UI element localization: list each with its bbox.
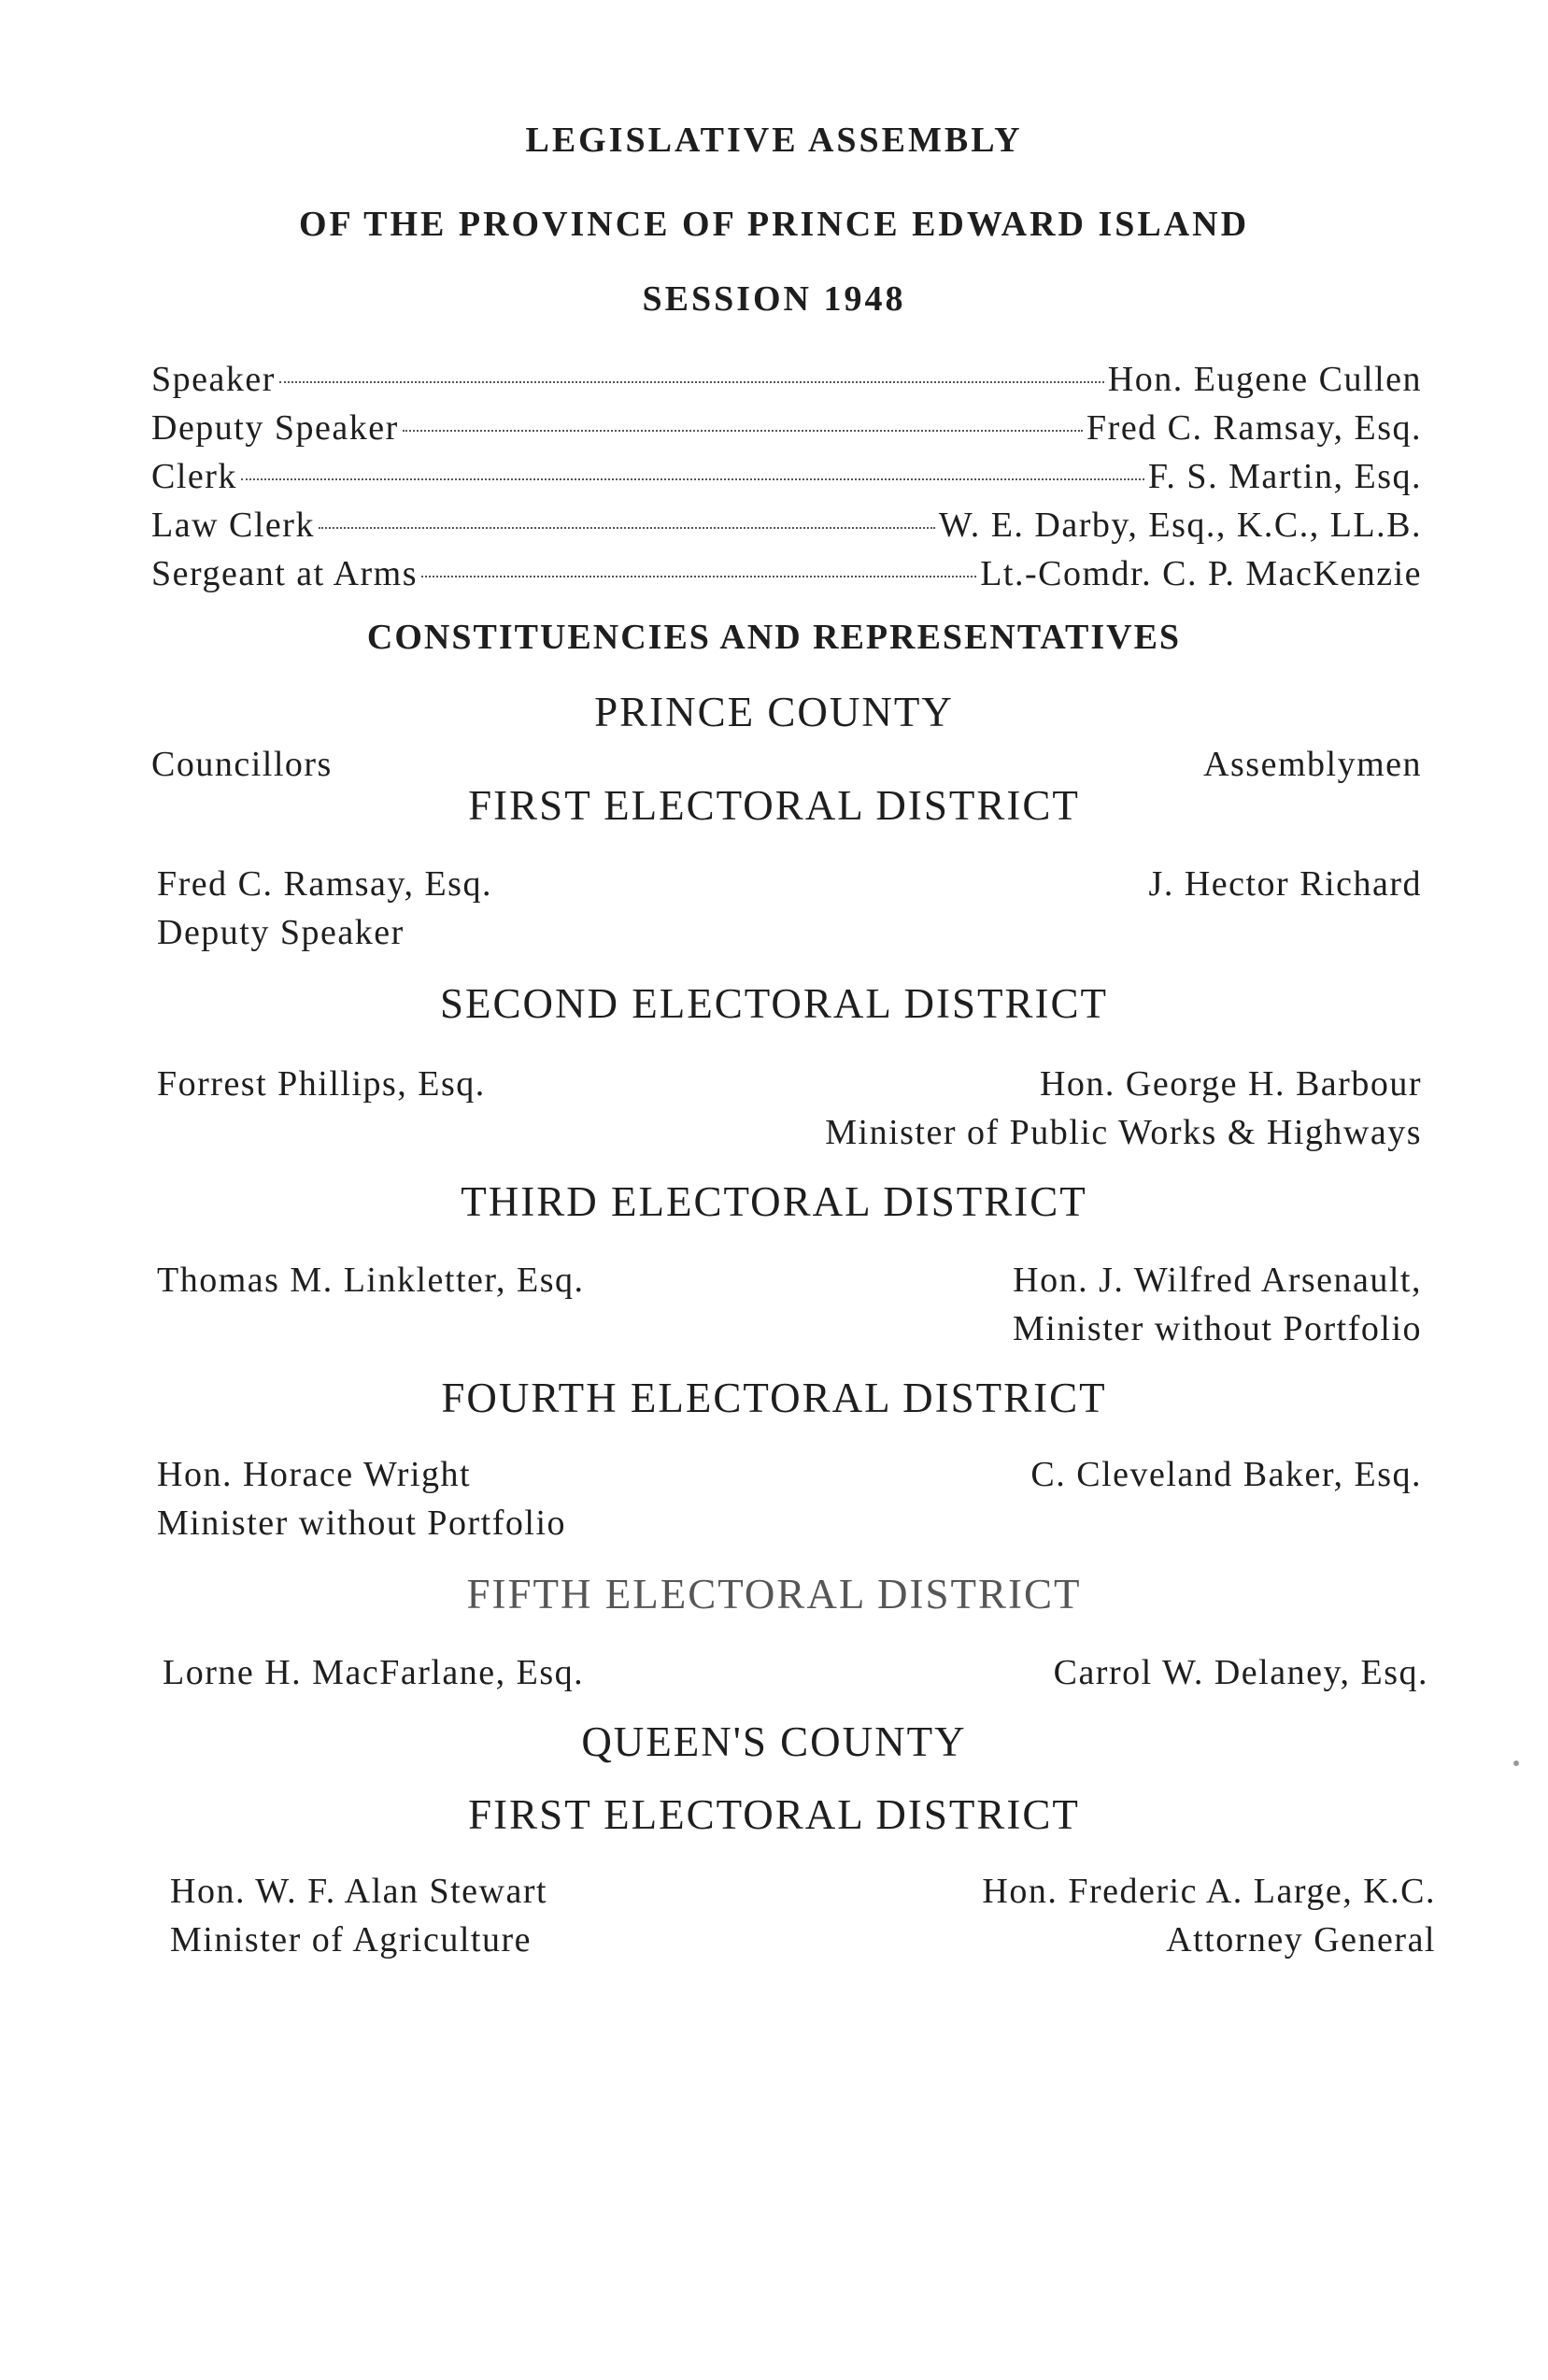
councillor-name: Hon. W. F. Alan Stewart [170, 1872, 548, 1911]
assemblyman-role: Attorney General [1166, 1920, 1436, 1960]
councillor-role: Deputy Speaker [157, 913, 405, 952]
county-heading-queens: QUEEN'S COUNTY [581, 1718, 967, 1765]
column-label-assemblymen: Assemblymen [1203, 745, 1422, 784]
district-heading: FIFTH ELECTORAL DISTRICT [466, 1571, 1082, 1618]
title-line-2: OF THE PROVINCE OF PRINCE EDWARD ISLAND [298, 205, 1250, 244]
district-heading: THIRD ELECTORAL DISTRICT [461, 1178, 1087, 1225]
scan-speck [1513, 1760, 1519, 1766]
title-line-1: LEGISLATIVE ASSEMBLY [525, 121, 1023, 160]
officer-title: Deputy Speaker [151, 408, 399, 448]
assemblyman-name: Carrol W. Delaney, Esq. [1053, 1653, 1428, 1692]
councillor-name: Thomas M. Linkletter, Esq. [157, 1261, 585, 1300]
officer-name: Lt.-Comdr. C. P. MacKenzie [980, 554, 1422, 593]
officer-row-law-clerk [151, 505, 1422, 553]
assemblyman-role: Minister of Public Works & Highways [825, 1113, 1422, 1152]
district-heading: FIRST ELECTORAL DISTRICT [468, 1791, 1080, 1838]
officer-title: Sergeant at Arms [151, 554, 419, 593]
officer-title: Speaker [151, 360, 276, 399]
assemblyman-name: C. Cleveland Baker, Esq. [1030, 1455, 1422, 1494]
officer-row-deputy-speaker [151, 407, 1422, 456]
councillor-name: Forrest Phillips, Esq. [157, 1064, 486, 1104]
district-heading: FOURTH ELECTORAL DISTRICT [441, 1375, 1107, 1421]
assemblyman-name: Hon. Frederic A. Large, K.C. [982, 1872, 1436, 1911]
officer-name: W. E. Darby, Esq., K.C., LL.B. [938, 506, 1422, 545]
dot-leader [241, 478, 1144, 480]
councillor-role: Minister of Agriculture [170, 1920, 532, 1960]
councillor-name: Hon. Horace Wright [157, 1455, 472, 1494]
title-line-3: SESSION 1948 [642, 279, 906, 319]
officer-row-sergeant-at-arms [151, 553, 1422, 602]
district-heading: FIRST ELECTORAL DISTRICT [468, 782, 1080, 829]
dot-leader [279, 381, 1104, 383]
dot-leader [319, 527, 935, 529]
column-label-councillors: Councillors [151, 745, 333, 784]
county-heading-prince: PRINCE COUNTY [594, 689, 954, 735]
officer-name: Hon. Eugene Cullen [1107, 360, 1422, 399]
constituencies-heading: CONSTITUENCIES AND REPRESENTATIVES [366, 618, 1182, 657]
district-heading: SECOND ELECTORAL DISTRICT [439, 980, 1108, 1027]
assemblyman-name: J. Hector Richard [1148, 864, 1422, 904]
dot-leader [403, 430, 1083, 432]
assemblyman-name: Hon. J. Wilfred Arsenault, [1013, 1261, 1422, 1300]
assemblyman-role: Minister without Portfolio [1013, 1309, 1422, 1348]
officer-row-clerk [151, 456, 1422, 505]
officer-title: Clerk [151, 457, 237, 496]
dot-leader [421, 576, 976, 577]
councillor-name: Lorne H. MacFarlane, Esq. [163, 1653, 585, 1692]
councillor-name: Fred C. Ramsay, Esq. [157, 864, 492, 904]
officer-name: F. S. Martin, Esq. [1147, 457, 1422, 496]
officer-row-speaker [151, 359, 1422, 407]
councillor-role: Minister without Portfolio [157, 1504, 566, 1543]
assemblyman-name: Hon. George H. Barbour [1039, 1064, 1422, 1104]
officer-title: Law Clerk [151, 506, 315, 545]
officer-name: Fred C. Ramsay, Esq. [1086, 408, 1422, 448]
